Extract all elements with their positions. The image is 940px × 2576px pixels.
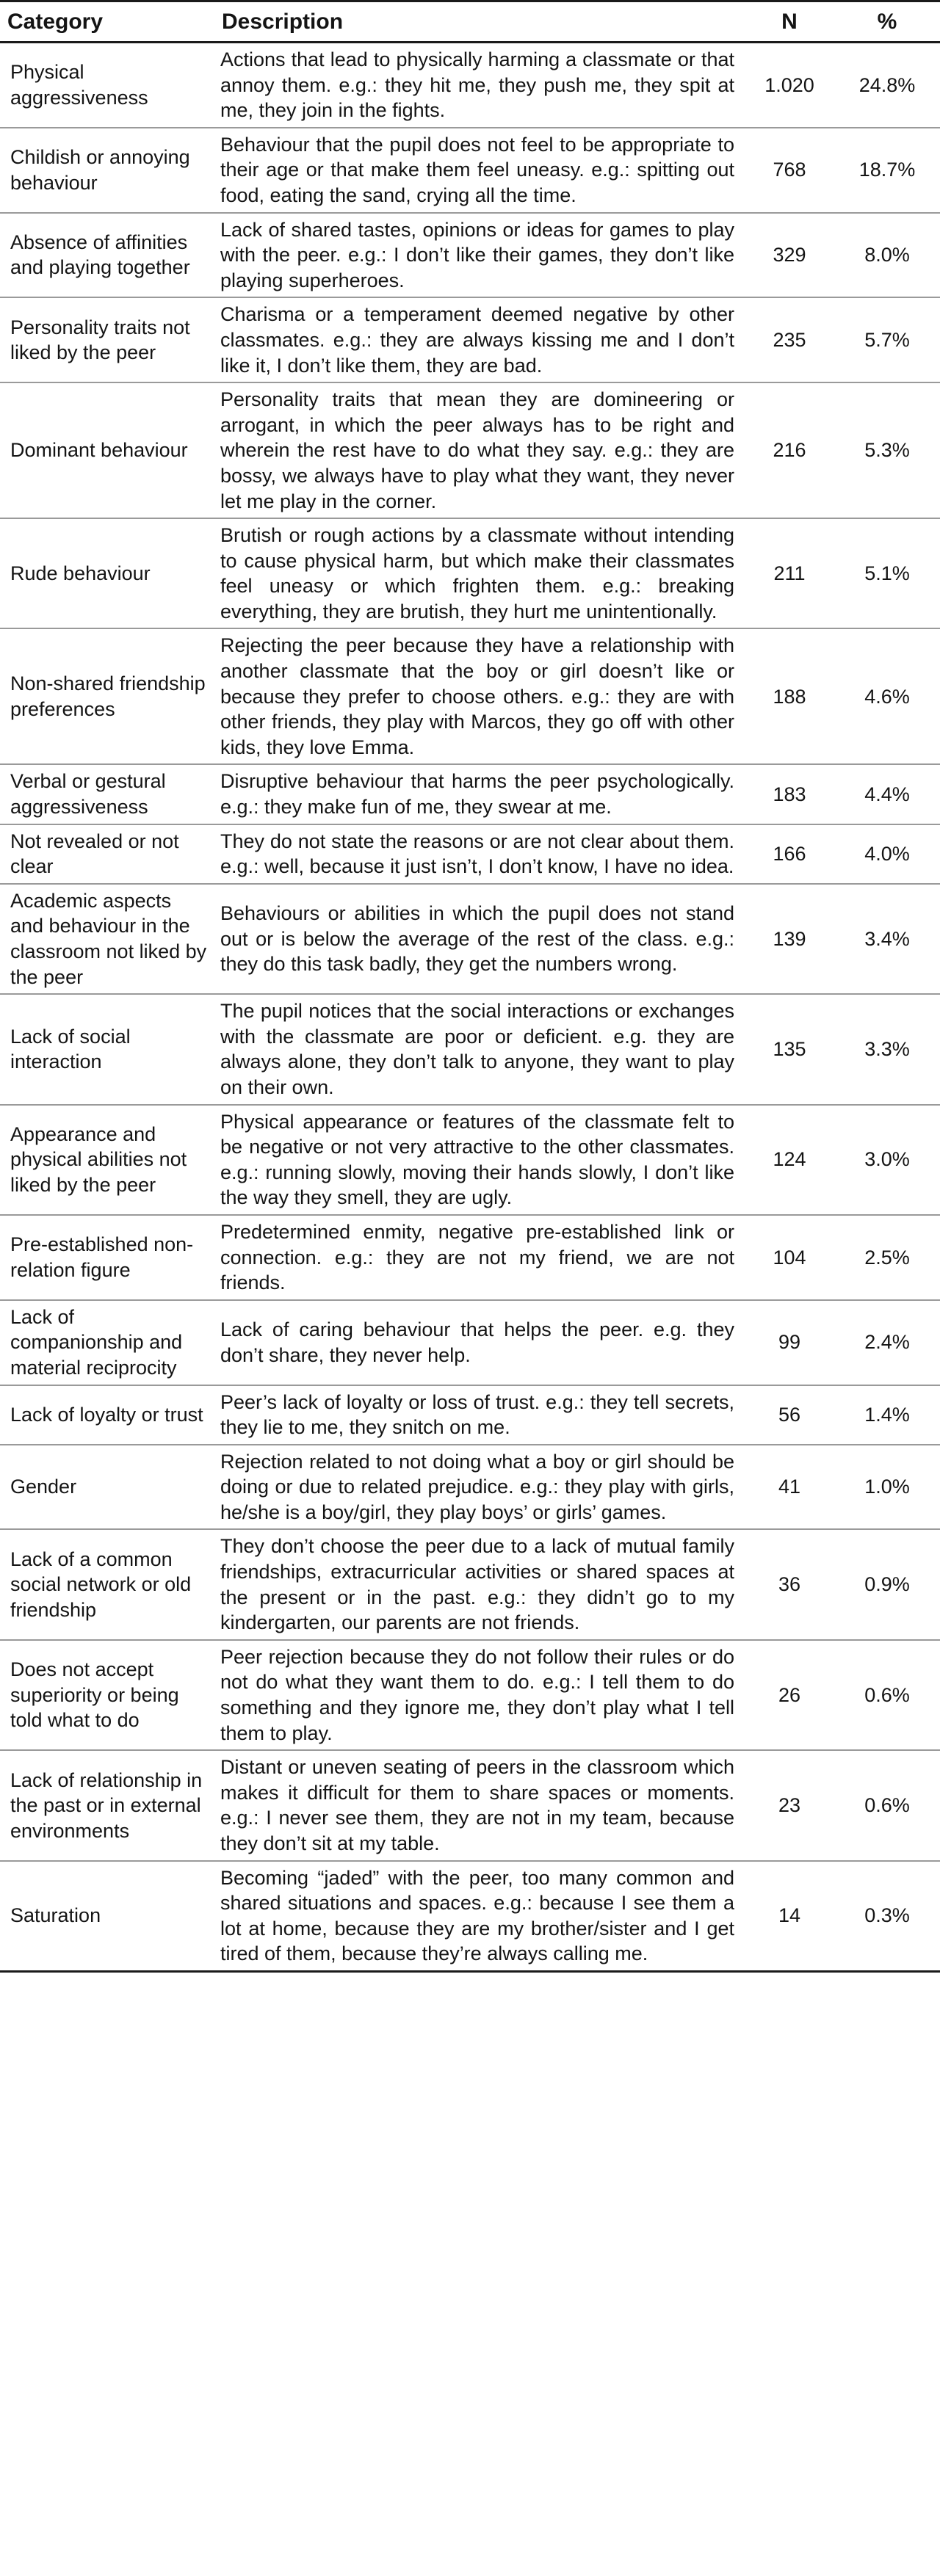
table-row	[0, 128, 940, 213]
table-row	[0, 213, 940, 298]
percent-cell: 3.3%	[834, 994, 940, 1104]
percent-cell: 4.0%	[834, 824, 940, 884]
category-cell: Does not accept superiority or being told what to do	[0, 1640, 214, 1750]
header-category: Category	[0, 1, 214, 43]
n-cell: 166	[745, 824, 834, 884]
table-row	[0, 628, 940, 764]
table-row	[0, 1445, 940, 1530]
percent-cell: 0.9%	[834, 1529, 940, 1639]
category-cell: Lack of relationship in the past or in external environments	[0, 1750, 214, 1860]
table-row	[0, 1640, 940, 1750]
description-cell: Personality traits that mean they are domineering or arrogant, in which the peer always has to be right and wherein the rest have to do what they say. e.g.: they are bossy, we always have to play what they want, they never let me play in the corner.	[214, 382, 745, 518]
n-cell: 104	[745, 1215, 834, 1300]
header-percent: %	[834, 1, 940, 43]
table-body	[0, 43, 940, 1972]
description-cell: Brutish or rough actions by a classmate without intending to cause physical harm, but which make their classmates feel uneasy or which frighten them. e.g.: breaking everything, they are brutish, they hurt me unintentionally.	[214, 518, 745, 628]
table-row	[0, 764, 940, 824]
description-cell: Behaviours or abilities in which the pupil does not stand out or is below the average of the rest of the class. e.g.: they do this task badly, they get the numbers wrong.	[214, 884, 745, 994]
category-cell: Appearance and physical abilities not liked by the peer	[0, 1105, 214, 1215]
table-row	[0, 518, 940, 628]
table-row	[0, 43, 940, 128]
category-cell: Lack of a common social network or old friendship	[0, 1529, 214, 1639]
category-cell: Rude behaviour	[0, 518, 214, 628]
n-cell: 183	[745, 764, 834, 824]
table-row	[0, 1385, 940, 1445]
description-cell: Rejecting the peer because they have a relationship with another classmate that the boy or girl doesn’t like or because they prefer to choose others. e.g.: they are with other friends, they play with Marcos, they go off with other kids, they love Emma.	[214, 628, 745, 764]
table-row	[0, 824, 940, 884]
table-row	[0, 994, 940, 1104]
description-cell: Charisma or a temperament deemed negative by other classmates. e.g.: they are always kissing me and I don’t like it, I don’t like them, they are bad.	[214, 297, 745, 382]
n-cell: 135	[745, 994, 834, 1104]
percent-cell: 4.6%	[834, 628, 940, 764]
percent-cell: 4.4%	[834, 764, 940, 824]
table-row	[0, 1215, 940, 1300]
description-cell: They don’t choose the peer due to a lack of mutual family friendships, extracurricular activities or shared spaces at the present or in the past. e.g.: they didn’t go to my kindergarten, our parents are not friends.	[214, 1529, 745, 1639]
percent-cell: 5.7%	[834, 297, 940, 382]
table-row	[0, 1529, 940, 1639]
header-row	[0, 1, 940, 43]
header-description: Description	[214, 1, 745, 43]
percent-cell: 3.0%	[834, 1105, 940, 1215]
n-cell: 139	[745, 884, 834, 994]
description-cell: Lack of caring behaviour that helps the peer. e.g. they don’t share, they never help.	[214, 1300, 745, 1385]
category-cell: Academic aspects and behaviour in the classroom not liked by the peer	[0, 884, 214, 994]
description-cell: They do not state the reasons or are not clear about them. e.g.: well, because it just isn’t, I don’t know, I have no idea.	[214, 824, 745, 884]
category-cell: Dominant behaviour	[0, 382, 214, 518]
percent-cell: 0.6%	[834, 1750, 940, 1860]
percent-cell: 1.0%	[834, 1445, 940, 1530]
category-cell: Saturation	[0, 1861, 214, 1972]
category-cell: Verbal or gestural aggressiveness	[0, 764, 214, 824]
description-cell: Becoming “jaded” with the peer, too many common and shared situations and spaces. e.g.: because I see them a lot at home, because they are my brother/sister and I get tired of them, because they’re always calling me.	[214, 1861, 745, 1972]
description-cell: Peer rejection because they do not follow their rules or do not do what they want them to do. e.g.: I tell them to do something and they ignore me, they don’t play what I tell them to play.	[214, 1640, 745, 1750]
category-cell: Personality traits not liked by the peer	[0, 297, 214, 382]
category-cell: Not revealed or not clear	[0, 824, 214, 884]
description-cell: Lack of shared tastes, opinions or ideas for games to play with the peer. e.g.: I don’t like their games, they don’t like playing superheroes.	[214, 213, 745, 298]
description-cell: Peer’s lack of loyalty or loss of trust. e.g.: they tell secrets, they lie to me, they snitch on me.	[214, 1385, 745, 1445]
n-cell: 216	[745, 382, 834, 518]
description-cell: Disruptive behaviour that harms the peer psychologically. e.g.: they make fun of me, they swear at me.	[214, 764, 745, 824]
table-row	[0, 884, 940, 994]
n-cell: 188	[745, 628, 834, 764]
description-cell: Behaviour that the pupil does not feel to be appropriate to their age or that make them feel uneasy. e.g.: spitting out food, eating the sand, crying all the time.	[214, 128, 745, 213]
percent-cell: 2.5%	[834, 1215, 940, 1300]
category-cell: Childish or annoying behaviour	[0, 128, 214, 213]
n-cell: 124	[745, 1105, 834, 1215]
percent-cell: 24.8%	[834, 43, 940, 128]
category-cell: Absence of affinities and playing together	[0, 213, 214, 298]
description-cell: The pupil notices that the social interactions or exchanges with the classmate are poor or deficient. e.g. they are always alone, they don’t talk to anyone, they want to play on their own.	[214, 994, 745, 1104]
percent-cell: 5.3%	[834, 382, 940, 518]
description-cell: Physical appearance or features of the classmate felt to be negative or not very attractive to the other classmates. e.g.: running slowly, moving their hands slowly, I don’t like the way they smell, they are ugly.	[214, 1105, 745, 1215]
n-cell: 99	[745, 1300, 834, 1385]
n-cell: 14	[745, 1861, 834, 1972]
category-cell: Lack of companionship and material reciprocity	[0, 1300, 214, 1385]
description-cell: Predetermined enmity, negative pre-established link or connection. e.g.: they are not my friend, we are not friends.	[214, 1215, 745, 1300]
description-cell: Actions that lead to physically harming a classmate or that annoy them. e.g.: they hit me, they push me, they spit at me, they join in the fights.	[214, 43, 745, 128]
percent-cell: 5.1%	[834, 518, 940, 628]
percent-cell: 0.6%	[834, 1640, 940, 1750]
n-cell: 1.020	[745, 43, 834, 128]
table-row	[0, 1105, 940, 1215]
category-cell: Pre-established non-relation figure	[0, 1215, 214, 1300]
n-cell: 36	[745, 1529, 834, 1639]
category-cell: Lack of loyalty or trust	[0, 1385, 214, 1445]
percent-cell: 0.3%	[834, 1861, 940, 1972]
n-cell: 211	[745, 518, 834, 628]
category-cell: Lack of social interaction	[0, 994, 214, 1104]
table-header	[0, 1, 940, 43]
table-row	[0, 297, 940, 382]
n-cell: 56	[745, 1385, 834, 1445]
percent-cell: 1.4%	[834, 1385, 940, 1445]
description-cell: Rejection related to not doing what a boy or girl should be doing or due to related prejudice. e.g.: they play with girls, he/she is a boy/girl, they play boys’ or girls’ games.	[214, 1445, 745, 1530]
table-row	[0, 1300, 940, 1385]
n-cell: 41	[745, 1445, 834, 1530]
category-cell: Physical aggressiveness	[0, 43, 214, 128]
n-cell: 329	[745, 213, 834, 298]
n-cell: 768	[745, 128, 834, 213]
category-cell: Non-shared friendship preferences	[0, 628, 214, 764]
percent-cell: 18.7%	[834, 128, 940, 213]
n-cell: 23	[745, 1750, 834, 1860]
percent-cell: 3.4%	[834, 884, 940, 994]
table-row	[0, 1861, 940, 1972]
table-row	[0, 382, 940, 518]
percent-cell: 8.0%	[834, 213, 940, 298]
n-cell: 26	[745, 1640, 834, 1750]
table-row	[0, 1750, 940, 1860]
n-cell: 235	[745, 297, 834, 382]
percent-cell: 2.4%	[834, 1300, 940, 1385]
description-cell: Distant or uneven seating of peers in the classroom which makes it difficult for them to share spaces or moments. e.g.: I never see them, they are not in my team, because they don’t sit at my table.	[214, 1750, 745, 1860]
header-n: N	[745, 1, 834, 43]
category-cell: Gender	[0, 1445, 214, 1530]
